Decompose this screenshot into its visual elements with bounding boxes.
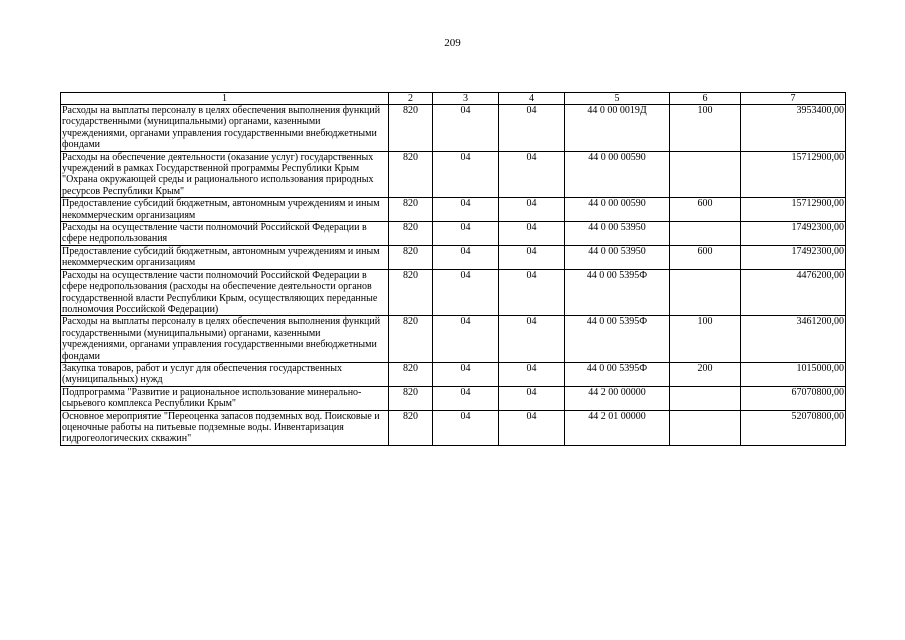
row-target-code: 44 0 00 00590 [565, 198, 670, 222]
row-expense-type: 600 [670, 245, 741, 269]
table-row [61, 198, 846, 222]
row-section: 04 [433, 105, 499, 152]
header-col-6: 6 [670, 93, 741, 105]
header-col-5: 5 [565, 93, 670, 105]
row-ministry-code: 820 [389, 316, 433, 363]
row-ministry-code: 820 [389, 222, 433, 246]
table-row [61, 105, 846, 152]
row-section: 04 [433, 245, 499, 269]
row-section: 04 [433, 410, 499, 445]
row-ministry-code: 820 [389, 410, 433, 445]
row-target-code: 44 0 00 5395Ф [565, 269, 670, 316]
header-col-2: 2 [389, 93, 433, 105]
row-section: 04 [433, 222, 499, 246]
row-amount: 17492300,00 [741, 245, 846, 269]
row-subsection: 04 [499, 316, 565, 363]
table-row [61, 222, 846, 246]
row-amount: 4476200,00 [741, 269, 846, 316]
row-subsection: 04 [499, 245, 565, 269]
header-col-7: 7 [741, 93, 846, 105]
row-expense-type [670, 386, 741, 410]
table-row [61, 245, 846, 269]
row-target-code: 44 0 00 0019Д [565, 105, 670, 152]
header-row [61, 93, 846, 105]
row-amount: 1015000,00 [741, 362, 846, 386]
row-expense-type [670, 151, 741, 198]
row-section: 04 [433, 316, 499, 363]
row-expense-type [670, 269, 741, 316]
row-expense-type: 200 [670, 362, 741, 386]
row-subsection: 04 [499, 151, 565, 198]
row-subsection: 04 [499, 362, 565, 386]
row-amount: 3953400,00 [741, 105, 846, 152]
row-subsection: 04 [499, 410, 565, 445]
row-amount: 3461200,00 [741, 316, 846, 363]
row-name: Расходы на выплаты персоналу в целях обеспечения выполнения функций государственными (муниципальными) органами, казенными учреждениями, органами управления государственными внебюджетными фондами [61, 316, 389, 363]
row-section: 04 [433, 151, 499, 198]
row-target-code: 44 0 00 53950 [565, 222, 670, 246]
row-expense-type [670, 222, 741, 246]
row-name: Основное мероприятие "Переоценка запасов подземных вод. Поисковые и оценочные работы на питьевые подземные воды. Инвентаризация гидрогеологических скважин" [61, 410, 389, 445]
row-expense-type: 100 [670, 105, 741, 152]
table-row [61, 151, 846, 198]
row-ministry-code: 820 [389, 245, 433, 269]
row-amount: 52070800,00 [741, 410, 846, 445]
row-ministry-code: 820 [389, 269, 433, 316]
row-name: Расходы на осуществление части полномочий Российской Федерации в сфере недропользования [61, 222, 389, 246]
table-row [61, 362, 846, 386]
row-name: Закупка товаров, работ и услуг для обеспечения государственных (муниципальных) нужд [61, 362, 389, 386]
header-col-4: 4 [499, 93, 565, 105]
page-number: 209 [444, 37, 461, 49]
row-amount: 15712900,00 [741, 151, 846, 198]
table-row [61, 316, 846, 363]
table-row [61, 269, 846, 316]
row-ministry-code: 820 [389, 151, 433, 198]
row-amount: 17492300,00 [741, 222, 846, 246]
budget-table [60, 92, 846, 446]
row-section: 04 [433, 198, 499, 222]
table-row [61, 410, 846, 445]
row-target-code: 44 0 00 5395Ф [565, 362, 670, 386]
row-name: Предоставление субсидий бюджетным, автономным учреждениям и иным некоммерческим организациям [61, 245, 389, 269]
row-expense-type: 600 [670, 198, 741, 222]
row-name: Подпрограмма "Развитие и рациональное использование минерально-сырьевого комплекса Республики Крым" [61, 386, 389, 410]
row-section: 04 [433, 386, 499, 410]
row-subsection: 04 [499, 269, 565, 316]
row-expense-type: 100 [670, 316, 741, 363]
row-amount: 67070800,00 [741, 386, 846, 410]
row-name: Расходы на осуществление части полномочий Российской Федерации в сфере недропользования (расходы на обеспечение деятельности органов государственной власти Республики Крым, осуществляющих переданные полномочия Российской Федерации) [61, 269, 389, 316]
row-target-code: 44 0 00 00590 [565, 151, 670, 198]
table-row [61, 386, 846, 410]
row-target-code: 44 2 00 00000 [565, 386, 670, 410]
row-ministry-code: 820 [389, 362, 433, 386]
row-ministry-code: 820 [389, 198, 433, 222]
row-subsection: 04 [499, 105, 565, 152]
row-ministry-code: 820 [389, 105, 433, 152]
row-target-code: 44 0 00 5395Ф [565, 316, 670, 363]
row-subsection: 04 [499, 198, 565, 222]
row-name: Предоставление субсидий бюджетным, автономным учреждениям и иным некоммерческим организациям [61, 198, 389, 222]
row-subsection: 04 [499, 222, 565, 246]
header-col-1: 1 [61, 93, 389, 105]
row-ministry-code: 820 [389, 386, 433, 410]
row-target-code: 44 0 00 53950 [565, 245, 670, 269]
row-amount: 15712900,00 [741, 198, 846, 222]
row-target-code: 44 2 01 00000 [565, 410, 670, 445]
header-col-3: 3 [433, 93, 499, 105]
row-name: Расходы на обеспечение деятельности (оказание услуг) государственных учреждений в рамках Государственной программы Республики Крым "Охрана окружающей среды и рационального использования природных ресурсов Республики Крым" [61, 151, 389, 198]
row-subsection: 04 [499, 386, 565, 410]
row-section: 04 [433, 362, 499, 386]
row-name: Расходы на выплаты персоналу в целях обеспечения выполнения функций государственными (муниципальными) органами, казенными учреждениями, органами управления государственными внебюджетными фондами [61, 105, 389, 152]
row-section: 04 [433, 269, 499, 316]
row-expense-type [670, 410, 741, 445]
